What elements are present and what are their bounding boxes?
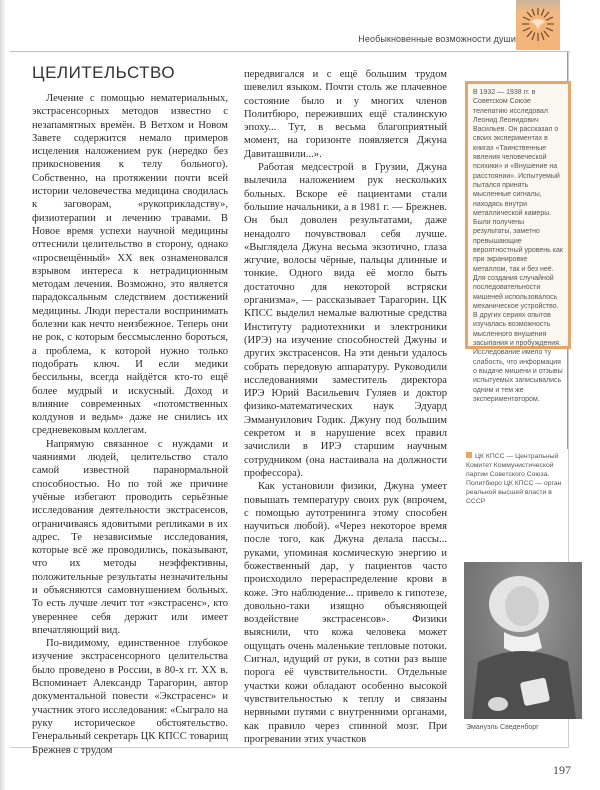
paragraph: передвигался и с ещё большим трудом шевелил языком. Почти столь же плачевное состояние было и у многих членов Политбюро, переживших ещё сталинскую эпоху... Тут, в весьма благоприятный момент, на горизонте появляется Джуна Давиташвили...». [244,69,447,160]
footnote [466,452,568,506]
paragraph: Как установили физики, Джуна умеет повышать температуру своих рук (впрочем, с помощью аутотренинга этому способен научиться любой). «Через некоторое время после того, как Джуна делала пассы... руками, упоминая космическую энергию и божественный дар, у пациентов часто происходило перераспределение крови в коже. Это наблюдение... привело к гипотезе, довольно-таки изящно объясняющей воздействие экстрасенсов». Физики выяснили, что кожа человека может ощущать очень маленькие тепловые потоки. Сигнал, идущий от руки, в сотни раз выше порога её чувствительности. Отдельные участки кожи обладают особенно высокой чувствительностью к теплу и связаны нервными путями с внутренними органами, как правило через спинной мозг. При прогревании этих участков [244,481,447,745]
portrait-caption: Эмануэль Сведенборг [466,724,539,731]
paragraph: Лечение с помощью нематериальных, экстрасенсорных методов известно с незапамятных времён. В Ветхом и Новом Завете содержится немало примеров исцеления наложением рук (нередко без прикосновения к телу больного). Собственно, на протяжении почти всей истории человечества медицина сводилась к заговорам, «рукоприкладству», физиотерапии и лечению травами. В Новое время успехи научной медицины оттеснили целительство в сторону, однако «просвещённый» XX век ознаменовался взрывом интереса к нетрадиционным методам лечения. Возможно, это является парадоксальным следствием достижений медицины. Люди перестали воспринимать болезни как нечто неизбежное. Теперь они не рок, с которым бессмысленно бороться, а проблема, к которой нужно только подобрать ключ. И если медики бессильны, всегда найдётся кто-то ещё более мудрый и искусный. Доход и влияние современных «потомственных колдунов и ведьм» даже не снились их средневековым коллегам. [32,93,228,437]
square-marker-icon [466,452,472,458]
sidebar-text: В 1932 — 1938 гг. в Советском Союзе телепатию исследовал Леонид Леонидович Васильев. Он рассказал о своих экспериментах в книгах «Таинственные явления человеческой психики» и «Внушение на расстоянии». Испытуемый пытался принять мысленные сигналы, находясь внутри металлической камеры. Были получены результаты, заметно превышающие вероятностный уровень как при экранировке металлом, так и без неё. Для создания случайной последовательности мишеней использовалось механическое устройство. В других сериях опытов изучалась возможность мысленного внушения засыпания и пробуждения. Исследование имело ту слабость, что информация о выдаче мишени и отзывы испытуемых записывались одним и тем же экспериментатором. [473,89,563,403]
portrait-image [464,562,582,719]
section-title: ЦЕЛИТЕЛЬСТВО [32,63,176,82]
running-title: Необыкновенные возможности души [358,34,516,44]
connector-line [567,52,568,81]
paragraph: Работая медсестрой в Грузии, Джуна вылечила наложением рук нескольких больных. Вскоре её пациентами стали большие начальники, а в 1981 г. — Брежнев. Он был доволен результатами, даже ненадолго почувствовал себя лучше. «Выглядела Джуна весьма экзотично, глаза жгучие, волосы чёрные, пальцы длинные и тонкие. Одного вида её могло быть достаточно для некоторой встряски организма», — рассказывает Тарагорин. ЦК КПСС выделил немалые валютные средства Институту радиотехники и электроники (ИРЭ) на изучение способностей Джуны и других экстрасенсов. На эти деньги удалось собрать передовую аппаратуру. Руководили исследованиями заместитель директора ИРЭ Юрий Васильевич Гуляев и доктор физико-математических наук Эдуард Эммануилович Годик. Джуну под большим секретом и в нарушение всех правил зачислили в ИРЭ старшим научным сотрудником (она настаивала на должности профессора). [244,162,447,479]
middle-column [244,68,447,746]
page-gutter-shadow [0,0,6,790]
paragraph: По-видимому, единственное глубокое изучение экстрасенсорного целительства было проведено в России, в 80-х гг. XX в. Вспоминает Александр Тарагорин, автор документальной повести «Экстрасенс» и участник этого исследования: «Сыграло на руку историческое обстоятельство. Генеральный секретарь ЦК КПСС товарищ Брежнев с трудом [32,638,228,756]
left-column [32,92,228,757]
section-logo [516,0,560,50]
footnote-text: ЦК КПСС — Центральный Комитет Коммунистической партии Советского Союза. Политбюро ЦК КПСС — орган реальной высшей власти в СССР [466,453,562,505]
portrait-figure-icon [464,562,582,719]
page-number: 197 [553,763,571,777]
dove-sunburst-icon [520,4,556,44]
connector-line [567,349,568,449]
sidebar-box [465,81,571,403]
paragraph: Напрямую связанное с нуждами и чаяниями людей, целительство стало самой известной паранормальной способностью. Но по той же причине учёные избегают проводить серьёзные исследования деятельности экстрасенсов, ограничиваясь ядовитыми репликами в их адрес. Те независимые исследования, которые всё же проводились, показывают, что их методы неэффективны, положительные результаты незначительны и объясняются самовнушением больных. То есть лучше лечит тот «экстрасенс», кто увереннее себя держит или имеет впечатляющий вид. [32,438,228,636]
